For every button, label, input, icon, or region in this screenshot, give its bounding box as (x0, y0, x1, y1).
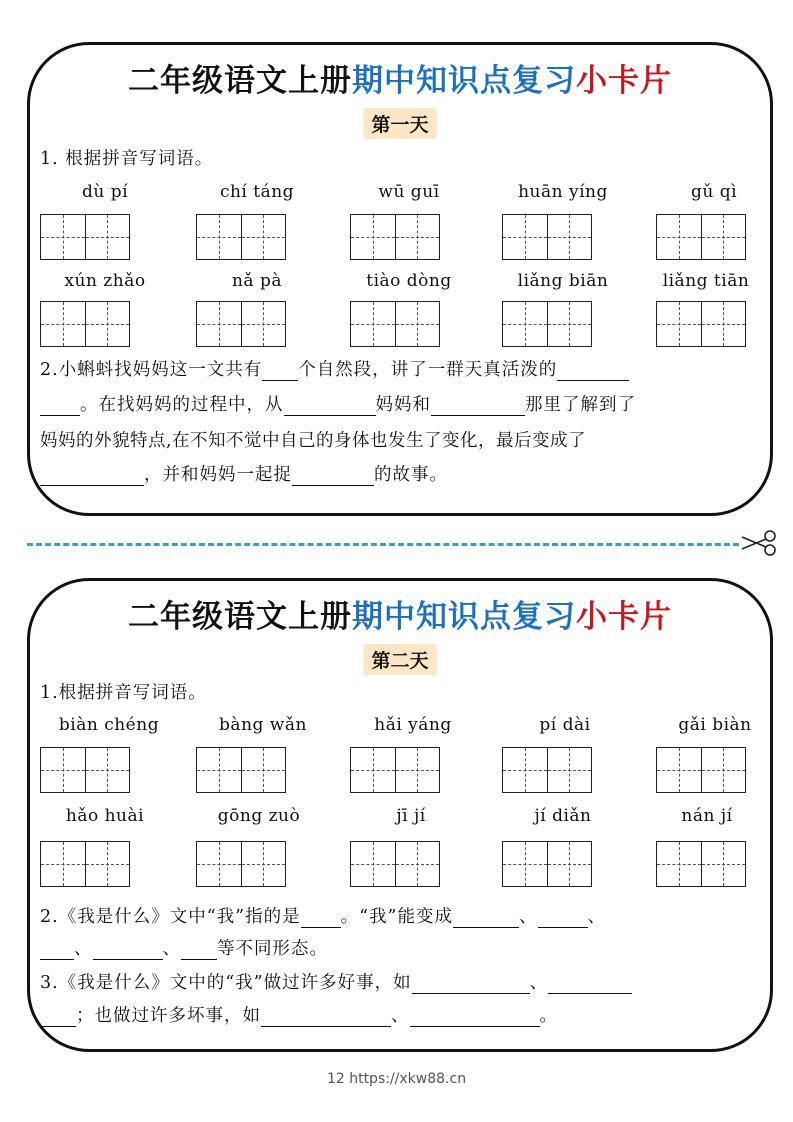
answer-blank[interactable] (284, 398, 376, 416)
question-1-heading: 1.根据拼音写词语。 (40, 683, 207, 703)
writing-grid[interactable] (40, 301, 130, 347)
writing-grid[interactable] (40, 841, 130, 887)
question-text: 那里了解到了 (525, 395, 636, 415)
answer-blank[interactable] (292, 468, 374, 486)
question-text: 、 (74, 939, 93, 959)
question-text: 、 (391, 1006, 410, 1026)
pinyin-label: xún zhǎo (64, 271, 146, 291)
writing-grid[interactable] (502, 301, 592, 347)
writing-grid[interactable] (656, 747, 746, 793)
question-text: 2.小蝌蚪找妈妈这一文共有 (40, 360, 263, 380)
answer-blank[interactable] (412, 976, 530, 994)
question-3-line-1 (40, 969, 632, 994)
pinyin-label: liǎng biān (517, 271, 609, 291)
pinyin-label: wū guī (378, 182, 440, 202)
question-text: 。“我”能变成 (340, 907, 453, 927)
writing-grid[interactable] (502, 841, 592, 887)
writing-grid[interactable] (656, 841, 746, 887)
pinyin-label: jī jí (396, 806, 426, 826)
answer-blank[interactable] (548, 976, 632, 994)
answer-blank[interactable] (181, 942, 217, 960)
title-part-review: 期中知识点复习 (352, 63, 576, 99)
question-text: 妈妈和 (375, 395, 431, 415)
page-footer: 12 https://xkw88.cn (326, 1071, 467, 1087)
question-3-line-2 (40, 1002, 558, 1027)
answer-blank[interactable] (40, 1009, 76, 1027)
question-1-heading: 1. 根据拼音写词语。 (40, 149, 214, 169)
pinyin-label: jí diǎn (534, 806, 592, 826)
question-text: 的故事。 (374, 465, 448, 485)
pinyin-label: gǎi biàn (678, 715, 752, 735)
question-text: 、 (529, 973, 549, 993)
pinyin-label: huān yíng (518, 182, 608, 202)
question-text: ，并和妈妈一起捉 (144, 465, 292, 485)
writing-grid[interactable] (40, 747, 130, 793)
pinyin-label: nán jí (681, 806, 733, 826)
question-text: 、 (519, 907, 538, 927)
question-text: 个自然段，讲了一群天真活泼的 (298, 360, 558, 380)
writing-grid[interactable] (502, 214, 592, 260)
pinyin-label: pí dài (539, 715, 591, 735)
answer-blank[interactable] (410, 1009, 540, 1027)
review-card-day-1 (27, 42, 773, 516)
answer-blank[interactable] (453, 910, 519, 928)
writing-grid[interactable] (196, 841, 286, 887)
writing-grid[interactable] (656, 301, 746, 347)
writing-grid[interactable] (656, 214, 746, 260)
writing-grid[interactable] (196, 301, 286, 347)
answer-blank[interactable] (301, 910, 341, 928)
card-title (30, 591, 770, 636)
writing-grid[interactable] (40, 214, 130, 260)
question-text: 2.《我是什么》文中“我”指的是 (40, 907, 301, 927)
review-card-day-2 (27, 578, 773, 1052)
writing-grid[interactable] (196, 214, 286, 260)
writing-grid[interactable] (350, 747, 440, 793)
question-2-line-4 (40, 461, 448, 486)
question-text: 等不同形态。 (217, 939, 328, 959)
answer-blank[interactable] (262, 363, 298, 381)
question-text: 、 (162, 939, 181, 959)
question-2-line-1 (40, 903, 606, 928)
pinyin-label: tiào dòng (366, 271, 452, 291)
pinyin-label: nǎ pà (231, 271, 282, 291)
question-text: ；也做过许多坏事，如 (76, 1006, 261, 1026)
question-2-line-2 (40, 391, 636, 416)
title-part-card: 小卡片 (576, 63, 672, 99)
card-title (30, 55, 770, 100)
title-part-card: 小卡片 (576, 599, 672, 635)
pinyin-label: hǎo huài (65, 806, 145, 826)
writing-grid[interactable] (350, 301, 440, 347)
writing-grid[interactable] (502, 747, 592, 793)
day-badge: 第一天 (363, 108, 436, 139)
question-text: 。在找妈妈的过程中，从 (80, 395, 284, 415)
scissors-icon (740, 528, 778, 558)
writing-grid[interactable] (196, 747, 286, 793)
question-text: 、 (587, 907, 606, 927)
question-2-line-2 (40, 935, 328, 960)
pinyin-label: gōng zuò (217, 806, 301, 826)
question-text: 3.《我是什么》文中的“我”做过许多好事，如 (40, 973, 412, 993)
answer-blank[interactable] (40, 398, 80, 416)
writing-grid[interactable] (350, 214, 440, 260)
pinyin-label: gǔ qì (690, 182, 738, 202)
answer-blank[interactable] (431, 398, 525, 416)
day-badge: 第二天 (363, 644, 436, 675)
pinyin-label: liǎng tiān (662, 271, 750, 291)
answer-blank[interactable] (93, 942, 163, 960)
pinyin-label: chí táng (219, 182, 295, 202)
answer-blank[interactable] (40, 942, 74, 960)
question-2-line-1 (40, 356, 629, 381)
answer-blank[interactable] (538, 910, 588, 928)
cut-line (27, 543, 739, 546)
answer-blank[interactable] (40, 468, 144, 486)
answer-blank[interactable] (261, 1009, 391, 1027)
pinyin-label: bàng wǎn (219, 715, 307, 735)
pinyin-label: hǎi yáng (374, 715, 452, 735)
writing-grid[interactable] (350, 841, 440, 887)
title-part-review: 期中知识点复习 (352, 599, 576, 635)
title-part-grade: 二年级语文上册 (128, 599, 352, 635)
pinyin-label: biàn chéng (58, 715, 160, 735)
answer-blank[interactable] (557, 363, 629, 381)
question-text: 。 (539, 1006, 558, 1026)
pinyin-label: dù pí (81, 182, 129, 202)
question-2-line-3: 妈妈的外貌特点,在不知不觉中自己的身体也发生了变化，最后变成了 (40, 431, 587, 451)
title-part-grade: 二年级语文上册 (128, 63, 352, 99)
